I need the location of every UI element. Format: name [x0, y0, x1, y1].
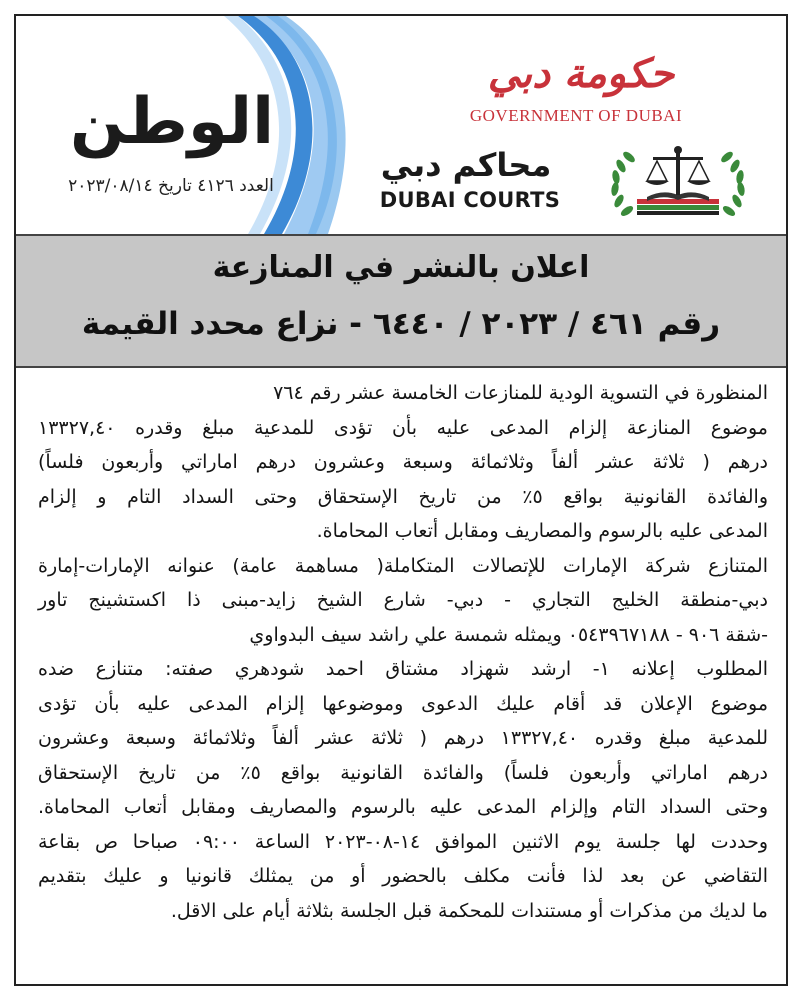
body-line: موضوع المنازعة إلزام المدعى عليه بأن تؤدى للمدعية مبلغ وقدره ١٣٣٢٧,٤٠	[38, 416, 768, 439]
body-line: التقاضي عن بعد لذا فأنت مكلف بالحضور أو من يمثلك قانونيا و عليك بتقديم	[38, 865, 768, 887]
body-line: للمدعية مبلغ وقدره ١٣٣٢٧,٤٠ درهم ( ثلاثة عشر ألفاً وثلاثمائة وسبعة وعشرون	[38, 727, 768, 749]
legal-notice-frame	[14, 14, 788, 986]
body-line: والفائدة القانونية بواقع ٥٪ من تاريخ الإستحقاق وحتى السداد التام و إلزام	[38, 485, 768, 508]
government-arabic-logo: حكومة دبي	[487, 50, 675, 97]
case-number-title: رقم ٤٦١ / ٢٠٢٣ / ٦٤٤٠ - نزاع محدد القيمة	[81, 306, 721, 342]
body-line: المطلوب إعلانه ١- ارشد شهزاد مشتاق احمد شودهري صفته: متنازع ضده	[38, 658, 769, 680]
dubai-courts-arabic-logo: محاكم دبي	[380, 146, 552, 184]
notice-title-band	[16, 234, 786, 368]
issue-number-date: العدد ٤١٢٦ تاريخ ٢٠٢٣/٠٨/١٤	[68, 176, 274, 196]
notice-body	[38, 376, 768, 928]
body-line: موضوع الإعلان قد أقام عليك الدعوى وموضوعها إلزام المدعى عليه بأن تؤدى	[38, 692, 768, 715]
body-line: المتنازع شركة الإمارات للإتصالات المتكاملة( مساهمة عامة) عنوانه الإمارات-إمارة	[38, 554, 768, 577]
body-line: وحتى السداد التام وإلزام المدعى عليه بالرسوم والمصاريف ومقابل أتعاب المحاماة.	[38, 796, 768, 818]
body-line: ما لديك من مذكرات أو مستندات للمحكمة قبل الجلسة بثلاثة أيام على الاقل.	[170, 899, 768, 922]
dubai-courts-english-logo: DUBAI COURTS	[379, 188, 561, 212]
body-line: المنظورة في التسوية الودية للمنازعات الخامسة عشر رقم ٧٦٤	[273, 382, 768, 404]
notice-title: اعلان بالنشر في المنازعة	[212, 250, 590, 285]
body-line: درهم ( ثلاثة عشر ألفاً وثلاثمائة وسبعة وعشرون درهم اماراتي وأربعون فلساً)	[38, 451, 768, 473]
government-english-logo: GOVERNMENT OF DUBAI	[469, 106, 683, 125]
scales-of-justice-emblem-icon	[603, 141, 753, 233]
body-line: المدعى عليه بالرسوم والمصاريف ومقابل أتعاب المحاماة.	[316, 520, 768, 542]
body-line: -شقة ٩٠٦ - ٠٥٤٣٩٦٧١٨٨ ويمثله شمسة علي راشد سيف البدواوي	[249, 623, 768, 646]
body-line: دبي-منطقة الخليج التجاري - دبي- شارع الشيخ زايد-مبنى ذا اكستشينج تاور	[38, 589, 768, 611]
body-line: وحددت لها جلسة يوم الاثنين الموافق ١٤-٠٨-٢٠٢٣ الساعة ٠٩:٠٠ صباحا ص بقاعة	[38, 830, 768, 853]
newspaper-name: الوطن	[70, 85, 274, 159]
notice-header	[16, 16, 786, 234]
body-line: درهم اماراتي وأربعون فلساً) والفائدة القانونية بواقع ٥٪ من تاريخ الإستحقاق	[38, 761, 768, 784]
